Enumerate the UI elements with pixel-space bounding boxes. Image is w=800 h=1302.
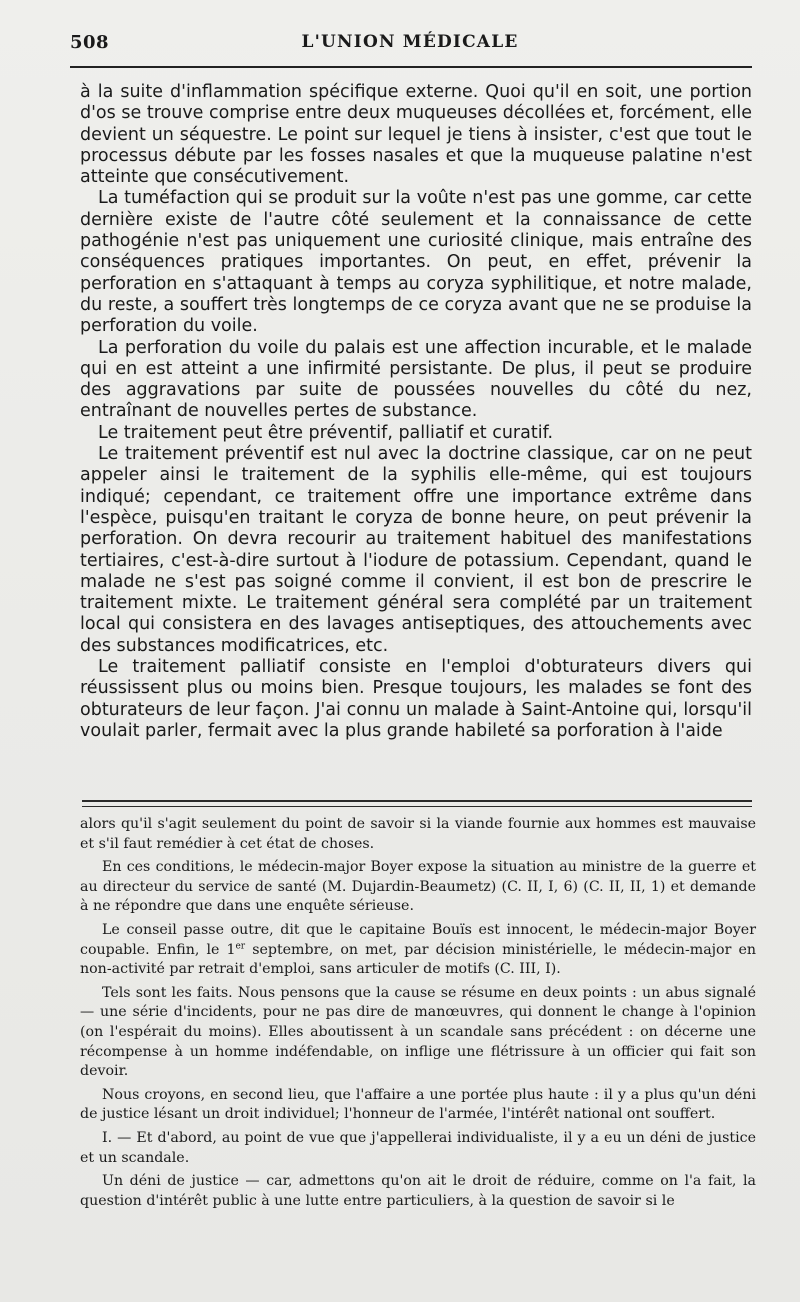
footnote-separator-thin [82,806,752,807]
footnote-paragraph: I. — Et d'abord, au point de vue que j'appellerai individualiste, il y a eu un déni de justice et un scandale. [80,1129,756,1166]
footnote-text: septembre, on met, par décision ministérielle, le médecin-major en non-activité par retrait d'emploi, sans articuler de motifs (C. III, I). [80,941,756,978]
main-paragraph: Le traitement peut être préventif, palliatif et curatif. [98,422,554,443]
footnote-paragraph: En ces conditions, le médecin-major Boyer expose la situation au ministre de la guerre et au directeur du service de santé (M. Dujardin-Beaumetz) (C. II, I, 6) (C. II, II, 1) et demande à ne répondre que dans une enquête sérieuse. [80,859,756,915]
main-paragraph: Le traitement palliatif consiste en l'emploi d'obturateurs divers qui réussissent plus ou moins bien. Presque toujours, les malades se font des obturateurs de leur façon. J'ai connu un malade à Saint-Antoine qui, lorsqu'il voulait parler, fermait avec la plus grande habileté sa porforation à l'aide [80,657,752,741]
main-paragraph: La tuméfaction qui se produit sur la voûte n'est pas une gomme, car cette dernière existe de l'autre côté seulement et la connaissance de cette pathogénie n'est pas uniquement une curiosité clinique, mais entraîne des conséquences pratiques importantes. On peut, en effet, prévenir la perforation en s'attaquant à temps au coryza syphilitique, et notre malade, du reste, a souffert très longtemps de ce coryza avant que ne se produise la perforation du voile. [80,188,752,337]
header-rule [70,66,752,68]
page-header [70,32,750,62]
footnote-separator [82,800,752,802]
footnotes [80,815,756,1215]
footnote-paragraph: Nous croyons, en second lieu, que l'affaire a une portée plus haute : il y a plus qu'un déni de justice lésant un droit individuel; l'honneur de l'armée, l'intérêt national ont souffert. [80,1086,756,1123]
page-number: 508 [70,32,110,53]
footnote-text: Le conseil passe outre, dit que le capitaine Bouïs est innocent, le médecin-major Boyer coupable. Enfin, le 1 [80,921,756,958]
footnote-paragraph: Tels sont les faits. Nous pensons que la cause se résume en deux points : un abus signalé — une série d'incidents, pour ne pas dire de manœuvres, qui donnent le change à l'opinion (on l'espérait du moins). Elles aboutissent à un scandale sans précédent : on décerne une récompense à un homme indéfendable, on inflige une flétrissure à un officier qui fait son devoir. [80,984,756,1080]
main-paragraph: à la suite d'inflammation spécifique externe. Quoi qu'il en soit, une portion d'os se trouve comprise entre deux muqueuses décollées et, forcément, elle devient un séquestre. Le point sur lequel je tiens à insister, c'est que tout le processus débute par les fosses nasales et que la muqueuse palatine n'est atteinte que consécutivement. [80,82,752,188]
footnote-paragraph: alors qu'il s'agit seulement du point de savoir si la viande fournie aux hommes est mauvaise et s'il faut remédier à cet état de choses. [80,816,756,852]
footnote-paragraph: Un déni de justice — car, admettons qu'on ait le droit de réduire, comme on l'a fait, la question d'intérêt public à une lutte entre particuliers, à la question de savoir si le [80,1173,756,1209]
main-text [80,82,752,742]
footnote-paragraph [80,921,756,980]
running-title: L'UNION MÉDICALE [301,32,519,52]
main-paragraph: La perforation du voile du palais est une affection incurable, et le malade qui en est atteint a une infirmité persistante. De plus, il peut se produire des aggravations par suite de poussées nouvelles du côté du nez, entraînant de nouvelles pertes de substance. [80,337,752,422]
main-paragraph: Le traitement préventif est nul avec la doctrine classique, car on ne peut appeler ainsi le traitement de la syphilis elle-même, qui est toujours indiqué; cependant, ce traitement offre une importance extrême dans l'espèce, puisqu'en traitant le coryza de bonne heure, on peut prévenir la perforation. On devra recourir au traitement habituel des manifestations tertiaires, c'est-à-dire surtout à l'iodure de potassium. Cependant, quand le malade ne s'est pas soigné comme il convient, il est bon de prescrire le traitement mixte. Le traitement général sera complété par un traitement local qui consistera en des lavages antiseptiques, des attouchements avec des substances modificatrices, etc. [80,444,752,656]
ordinal-superscript: er [235,940,246,951]
